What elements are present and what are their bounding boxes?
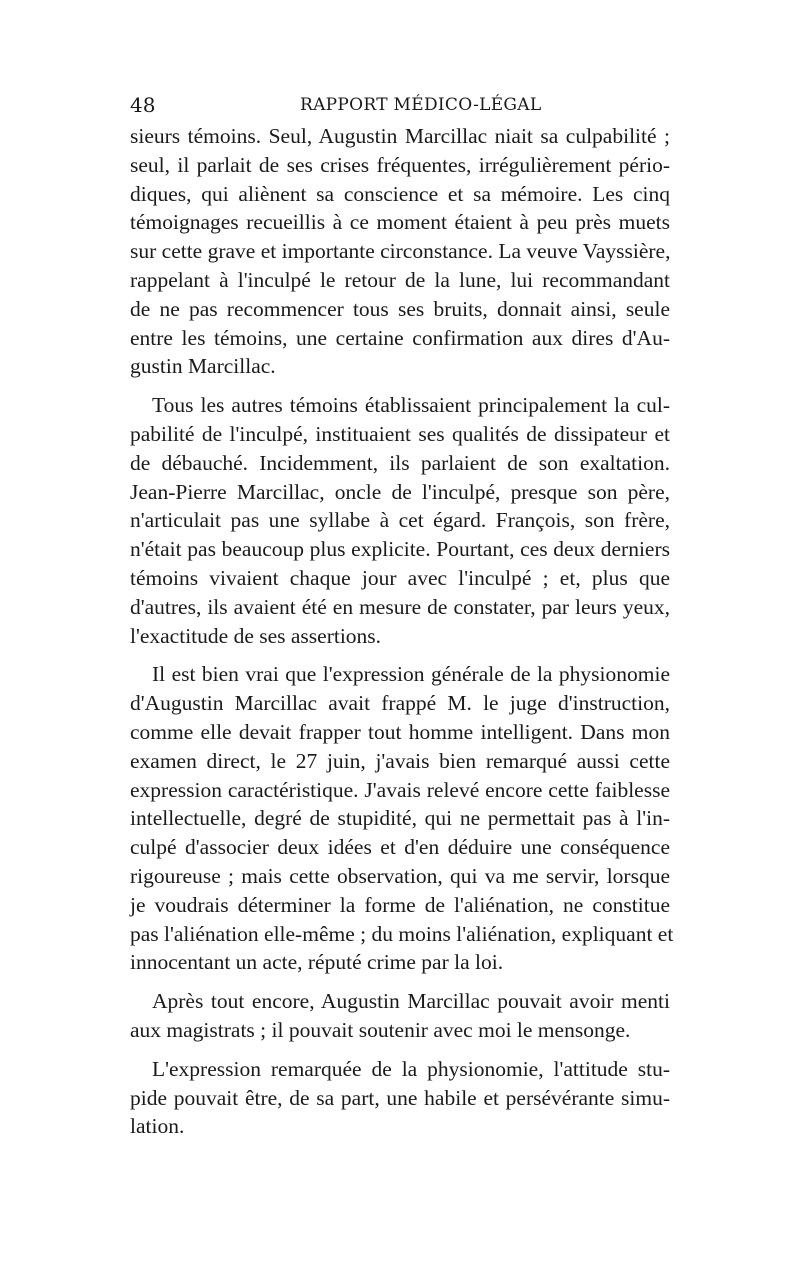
text-line: n'était pas beaucoup plus explicite. Pourtant, ces deux derniers — [130, 537, 670, 562]
body-text — [130, 122, 674, 1151]
text-line: intellectuelle, degré de stupidité, qui ne permettait pas à l'in- — [130, 806, 670, 831]
paragraph — [130, 660, 674, 977]
text-line: comme elle devait frapper tout homme intelligent. Dans mon — [130, 719, 670, 744]
text-line: Tous les autres témoins établissaient principalement la cul- — [152, 393, 670, 418]
text-line: de ne pas recommencer tous ses bruits, donnait ainsi, seule — [130, 296, 670, 321]
text-line: lation. — [130, 1114, 185, 1139]
text-line: rigoureuse ; mais cette observation, qui va me servir, lorsque — [130, 863, 670, 888]
running-head — [130, 92, 670, 118]
text-line: témoignages recueillis à ce moment étaient à peu près muets — [130, 210, 670, 235]
text-line: culpé d'associer deux idées et d'en déduire une conséquence — [130, 835, 670, 860]
text-line: L'expression remarquée de la physionomie, l'attitude stu- — [152, 1056, 670, 1081]
paragraph — [130, 987, 670, 1045]
text-line: d'Augustin Marcillac avait frappé M. le juge d'instruction, — [130, 691, 670, 716]
text-line: expression caractéristique. J'avais relevé encore cette faiblesse — [130, 777, 670, 802]
text-line: pas l'aliénation elle-même ; du moins l'aliénation, expliquant et — [130, 921, 674, 946]
paragraph — [130, 122, 670, 381]
paragraph — [130, 391, 670, 650]
text-line: témoins vivaient chaque jour avec l'inculpé ; et, plus que — [130, 565, 670, 590]
text-line: de débauché. Incidemment, ils parlaient de son exaltation. — [130, 450, 670, 475]
text-line: seul, il parlait de ses crises fréquentes, irrégulièrement pério- — [130, 152, 670, 177]
running-title: RAPPORT MÉDICO-LÉGAL — [300, 95, 542, 115]
text-line: examen direct, le 27 juin, j'avais bien remarqué aussi cette — [130, 748, 670, 773]
text-line: sur cette grave et importante circonstance. La veuve Vayssière, — [130, 239, 671, 264]
paragraph — [130, 1055, 670, 1141]
text-line: innocentant un acte, réputé crime par la loi. — [130, 950, 504, 975]
text-line: pabilité de l'inculpé, instituaient ses qualités de dissipateur et — [130, 421, 670, 446]
text-line: gustin Marcillac. — [130, 354, 276, 379]
page-number: 48 — [130, 93, 156, 117]
text-line: n'articulait pas une syllabe à cet égard. François, son frère, — [130, 508, 670, 533]
text-line: l'exactitude de ses assertions. — [130, 623, 382, 648]
text-line: je voudrais déterminer la forme de l'aliénation, ne constitue — [130, 892, 670, 917]
text-line: pide pouvait être, de sa part, une habile et persévérante simu- — [130, 1085, 670, 1110]
text-line: diques, qui aliènent sa conscience et sa mémoire. Les cinq — [130, 181, 670, 206]
text-line: rappelant à l'inculpé le retour de la lune, lui recommandant — [130, 267, 670, 292]
text-line: Il est bien vrai que l'expression générale de la physionomie — [152, 662, 670, 687]
text-line: Jean-Pierre Marcillac, oncle de l'inculpé, presque son père, — [130, 479, 670, 504]
text-line: Après tout encore, Augustin Marcillac pouvait avoir menti — [152, 989, 670, 1014]
text-line: d'autres, ils avaient été en mesure de constater, par leurs yeux, — [130, 594, 670, 619]
text-line: sieurs témoins. Seul, Augustin Marcillac niait sa culpabilité ; — [130, 124, 670, 148]
text-line: entre les témoins, une certaine confirmation aux dires d'Au- — [130, 325, 670, 350]
text-line: aux magistrats ; il pouvait soutenir avec moi le mensonge. — [130, 1017, 631, 1042]
